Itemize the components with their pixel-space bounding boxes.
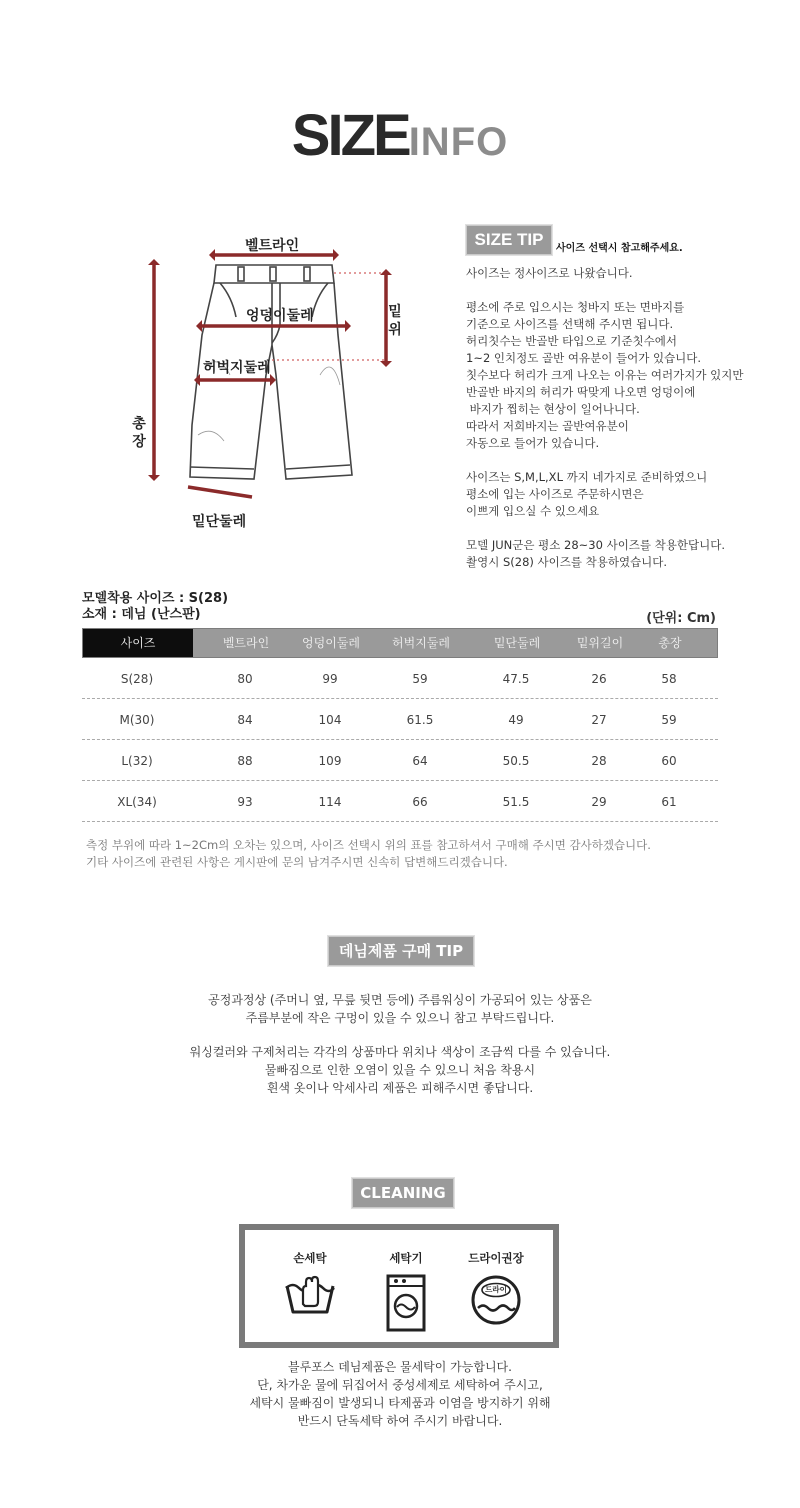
table-row (82, 740, 718, 781)
cleaning-badge: CLEANING (352, 1178, 454, 1208)
denim-tip-line: 물빠짐으로 인한 오염이 있을 수 있으니 처음 착용시 (264, 1063, 536, 1077)
washing-machine-label: 세탁기 (389, 1251, 423, 1265)
page-title (0, 102, 800, 169)
denim-tip-line: 흰색 옷이나 악세사리 제품은 피해주시면 좋답니다. (266, 1081, 534, 1095)
denim-tip-line: 워싱컬러와 구제처리는 각각의 상품마다 위치나 색상이 조금씩 다를 수 있습니다. (189, 1045, 611, 1059)
cell-size: L(32) (121, 754, 153, 768)
note-line: 측정 부위에 따라 1~2Cm의 오차는 있으며, 사이즈 선택시 위의 표를 참고하셔서 구매해 주시면 감사하겠습니다. (86, 838, 651, 852)
hand-wash-icon (265, 1274, 355, 1322)
cell-length: 60 (661, 754, 677, 768)
dry-clean-icon-text: 드라이 (485, 1285, 507, 1294)
size-tip-body (466, 265, 796, 571)
denim-tip-line: 주름부분에 작은 구멍이 있을 수 있으니 참고 부탁드립니다. (245, 1011, 555, 1025)
cell-hem: 47.5 (502, 672, 530, 686)
cell-rise: 26 (591, 672, 607, 686)
cleaning-line: 단, 차가운 물에 뒤집어서 중성세제로 세탁하여 주시고, (257, 1378, 543, 1392)
denim-tip-line: 공정과정상 (주머니 옆, 무릎 뒷면 등에) 주름워싱이 가공되어 있는 상품은 (208, 993, 592, 1007)
size-tip-badge: SIZE TIP (466, 225, 552, 255)
size-tip-line: 평소에 주로 입으시는 청바지 또는 면바지를 (466, 300, 685, 314)
cell-hip: 109 (318, 754, 342, 768)
size-tip-line: 이쁘게 입으실 수 있으세요 (466, 504, 600, 518)
cell-thigh: 59 (412, 672, 428, 686)
cell-thigh: 64 (412, 754, 428, 768)
size-tip-line: 1~2 인치정도 골반 여유분이 들어가 있습니다. (466, 351, 702, 365)
size-tip-line: 사이즈는 정사이즈로 나왔습니다. (466, 266, 633, 280)
denim-tip-badge: 데님제품 구매 TIP (328, 936, 474, 966)
pants-illustration (120, 225, 420, 545)
dry-clean-icon (451, 1274, 541, 1326)
cell-belt: 84 (237, 713, 253, 727)
cell-size: XL(34) (117, 795, 157, 809)
hand-wash-label: 손세탁 (293, 1251, 327, 1265)
table-body (82, 658, 718, 822)
cell-length: 58 (661, 672, 677, 686)
cell-rise: 29 (591, 795, 607, 809)
label-thigh: 허벅지둘레 (203, 360, 271, 376)
label-hem: 밑단둘레 (192, 514, 247, 530)
size-tip-line: 반골반 바지의 허리가 딱맞게 나오면 엉덩이에 (466, 385, 696, 399)
header-length: 총장 (658, 636, 682, 650)
title-info: INFO (408, 120, 509, 164)
label-length: 총 장 (132, 416, 146, 450)
header-size: 사이즈 (120, 636, 156, 650)
table-row (82, 781, 718, 822)
title-size: SIZE (291, 103, 409, 168)
cell-size: S(28) (120, 672, 154, 686)
size-tip-line: 자동으로 들어가 있습니다. (466, 436, 600, 450)
cleaning-line: 세탁시 물빠짐이 발생되니 타제품과 이염을 방지하기 위해 (249, 1396, 551, 1410)
model-wearing-size: 모델착용 사이즈 : S(28) (82, 591, 229, 606)
cell-hem: 49 (508, 713, 524, 727)
size-notes (86, 837, 651, 871)
header-belt: 벨트라인 (222, 636, 270, 650)
table-header (82, 628, 718, 658)
cell-belt: 93 (237, 795, 253, 809)
model-info (82, 591, 228, 623)
label-rise: 밑 위 (388, 304, 402, 338)
header-thigh: 허벅지둘레 (392, 636, 450, 650)
table-row (82, 699, 718, 740)
cleaning-symbols-box (239, 1224, 559, 1348)
size-tip-caption: 사이즈 선택시 참고해주세요. (556, 243, 683, 254)
dry-clean-item (451, 1250, 541, 1326)
cleaning-notes (0, 1358, 800, 1430)
note-line: 기타 사이즈에 관련된 사항은 게시판에 문의 남겨주시면 신속히 답변해드리겠습니다. (86, 855, 508, 869)
header-hip: 엉덩이둘레 (302, 636, 360, 650)
cell-length: 61 (661, 795, 677, 809)
size-tip-line: 모델 JUN군은 평소 28~30 사이즈를 착용한답니다. (466, 538, 725, 552)
cell-rise: 27 (591, 713, 607, 727)
cell-thigh: 61.5 (406, 713, 434, 727)
cleaning-line: 블루포스 데님제품은 물세탁이 가능합니다. (288, 1360, 512, 1374)
size-table (82, 628, 718, 822)
pants-size-diagram (120, 225, 420, 545)
cell-hip: 99 (322, 672, 338, 686)
size-tip-line: 칫수보다 허리가 크게 나오는 이유는 여러가지가 있지만 (466, 368, 744, 382)
cell-hip: 114 (318, 795, 342, 809)
size-tip-line: 촬영시 S(28) 사이즈를 착용하였습니다. (466, 555, 668, 569)
cell-belt: 88 (237, 754, 253, 768)
cell-length: 59 (661, 713, 677, 727)
hand-wash-item (265, 1250, 355, 1322)
label-hip: 엉덩이둘레 (246, 308, 314, 324)
cell-rise: 28 (591, 754, 607, 768)
size-tip-line: 따라서 저희바지는 골반여유분이 (466, 419, 629, 433)
cell-hip: 104 (318, 713, 342, 727)
size-tip-line: 바지가 찝히는 현상이 일어나니다. (466, 402, 640, 416)
header-hem: 밑단둘레 (493, 636, 541, 650)
denim-tip-body (0, 991, 800, 1097)
label-belt-line: 벨트라인 (245, 238, 300, 254)
washing-machine-item (361, 1250, 451, 1336)
cell-size: M(30) (119, 713, 155, 727)
header-rise: 밑위길이 (576, 636, 624, 650)
cleaning-line: 반드시 단독세탁 하여 주시기 바랍니다. (297, 1414, 503, 1428)
dry-clean-label: 드라이권장 (468, 1251, 524, 1265)
cell-hem: 51.5 (502, 795, 530, 809)
cell-thigh: 66 (412, 795, 428, 809)
size-tip-line: 사이즈는 S,M,L,XL 까지 네가지로 준비하였으니 (466, 470, 708, 484)
cell-belt: 80 (237, 672, 253, 686)
cell-hem: 50.5 (502, 754, 530, 768)
size-tip-line: 기준으로 사이즈를 선택해 주시면 됩니다. (466, 317, 674, 331)
size-tip-line: 허리칫수는 반골반 타입으로 기준칫수에서 (466, 334, 677, 348)
table-row (82, 658, 718, 699)
material: 소재 : 데님 (난스판) (82, 607, 201, 622)
unit-label: (단위: Cm) (646, 611, 716, 626)
size-tip-line: 평소에 입는 사이즈로 주문하시면은 (466, 487, 644, 501)
washing-machine-icon (361, 1274, 451, 1336)
